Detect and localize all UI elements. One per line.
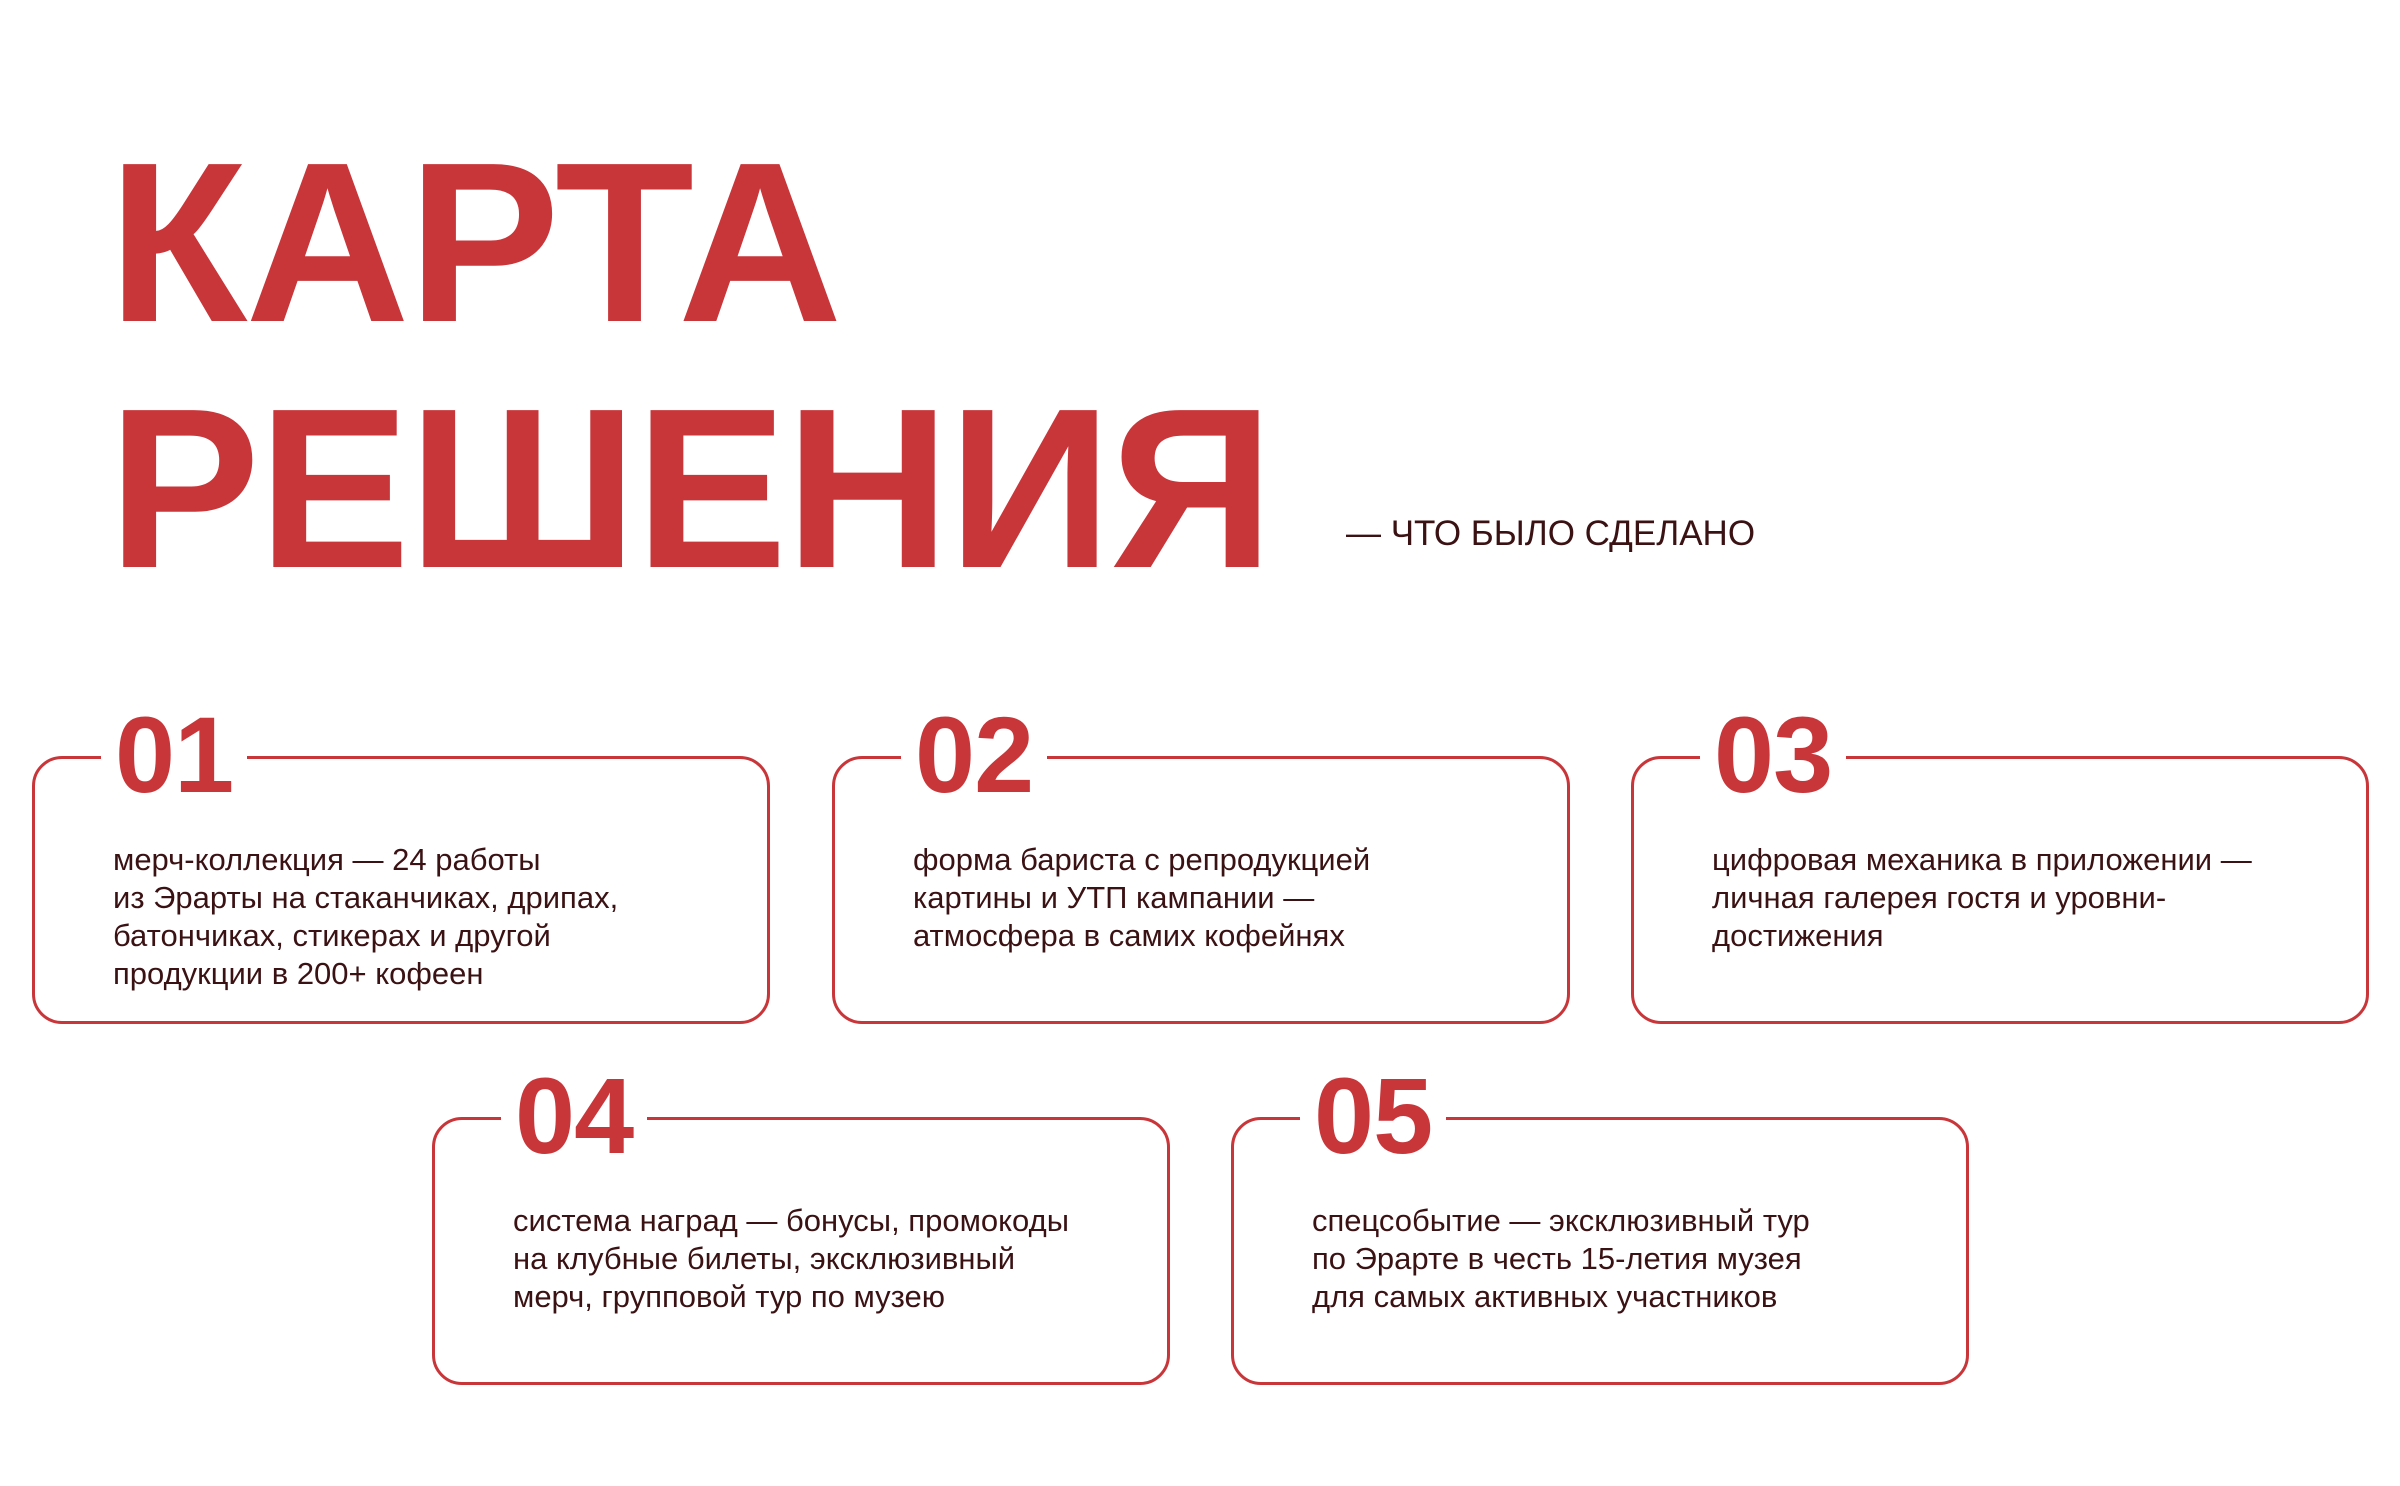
card-text-line: мерч, групповой тур по музею	[513, 1279, 946, 1314]
card-description	[913, 841, 1533, 955]
card-text-line: продукции в 200+ кофеен	[113, 956, 484, 991]
card-number: 04	[501, 1062, 647, 1170]
card-number: 05	[1300, 1062, 1446, 1170]
card-text-line: батончиках, стикерах и другой	[113, 918, 551, 953]
card-text-line: личная галерея гостя и уровни-	[1712, 880, 2167, 915]
card-number: 03	[1700, 701, 1846, 809]
card-text-line: из Эрарты на стаканчиках, дрипах,	[113, 880, 619, 915]
card-text-line: по Эрарте в честь 15-летия музея	[1312, 1241, 1802, 1276]
page-subtitle: — ЧТО БЫЛО СДЕЛАНО	[1346, 514, 1756, 553]
solution-card-04	[432, 1055, 1170, 1385]
card-number: 02	[901, 701, 1047, 809]
solution-card-03	[1631, 694, 2369, 1024]
card-number: 01	[101, 701, 247, 809]
card-text-line: атмосфера в самих кофейнях	[913, 918, 1345, 953]
card-text-line: спецсобытие — эксклюзивный тур	[1312, 1203, 1810, 1238]
card-description	[113, 841, 733, 993]
solution-card-05	[1231, 1055, 1969, 1385]
card-text-line: мерч-коллекция — 24 работы	[113, 842, 541, 877]
card-text-line: на клубные билеты, эксклюзивный	[513, 1241, 1016, 1276]
card-text-line: цифровая механика в приложении —	[1712, 842, 2252, 877]
card-text-line: картины и УТП кампании —	[913, 880, 1315, 915]
card-description	[513, 1202, 1133, 1316]
page-title-line-1: КАРТА	[108, 116, 841, 370]
card-text-line: достижения	[1712, 918, 1884, 953]
card-text-line: для самых активных участников	[1312, 1279, 1778, 1314]
card-text-line: форма бариста с репродукцией	[913, 842, 1371, 877]
card-description	[1312, 1202, 1932, 1316]
card-description	[1712, 841, 2332, 955]
page-title	[108, 116, 1272, 616]
solution-card-02	[832, 694, 1570, 1024]
solution-card-01	[32, 694, 770, 1024]
card-text-line: система наград — бонусы, промокоды	[513, 1203, 1069, 1238]
page-title-line-2: РЕШЕНИЯ	[108, 362, 1272, 616]
